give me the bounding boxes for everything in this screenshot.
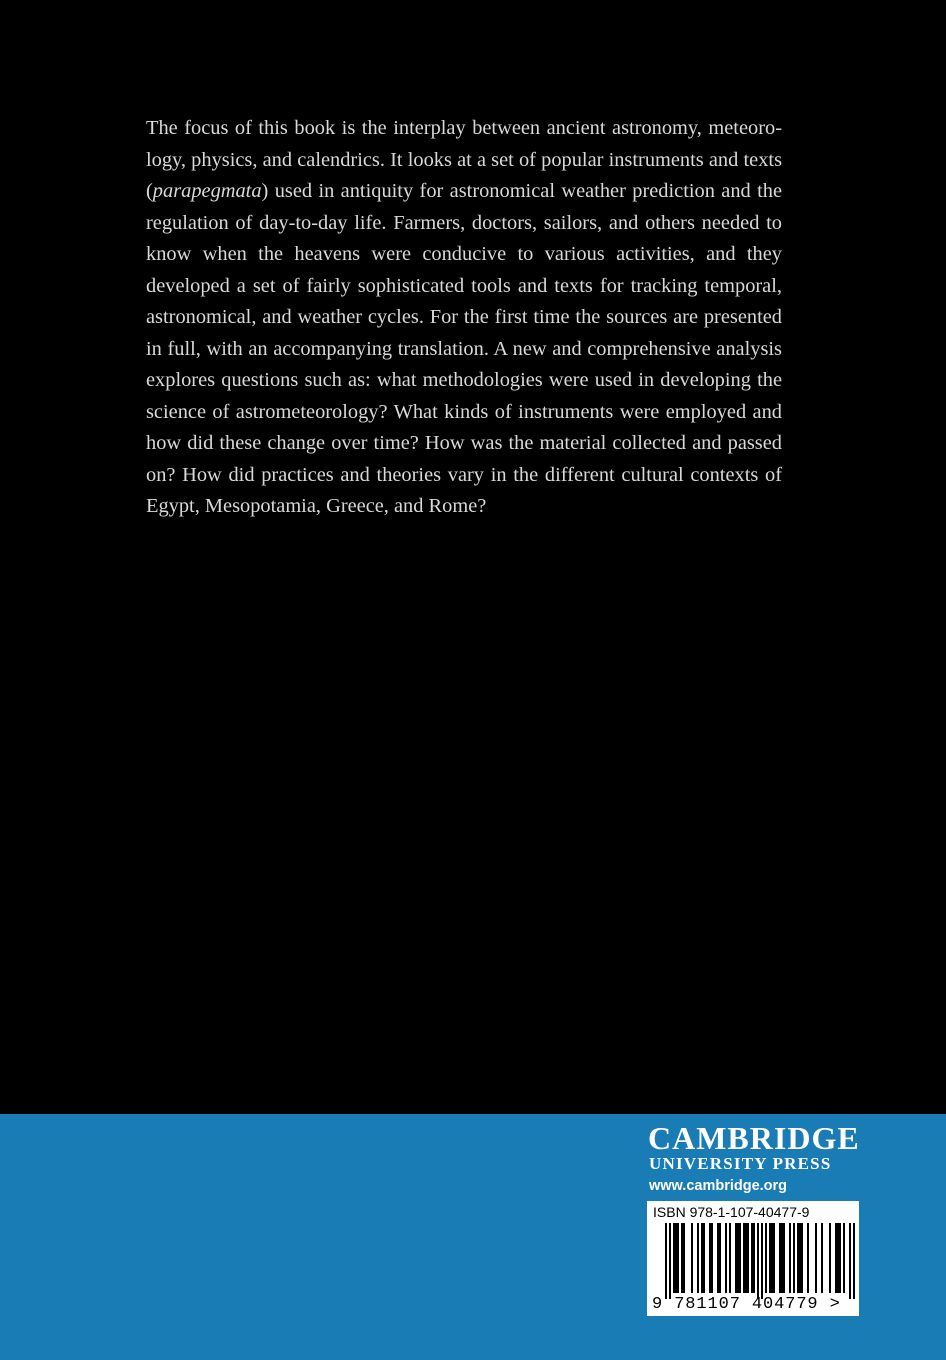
- barcode-bar: [753, 1223, 755, 1293]
- barcode-bar: [849, 1223, 851, 1299]
- barcode-bar: [815, 1223, 817, 1293]
- publisher-logo-name: CAMBRIDGE: [648, 1120, 860, 1156]
- barcode-bar: [779, 1223, 781, 1293]
- barcode-bar: [665, 1223, 667, 1299]
- description-text-part-1: The focus of this book is the interplay between ancient astronomy, meteorology, physics, and calendrics. It looks at a set of popular instruments and texts (: [146, 117, 782, 202]
- barcode-bar: [673, 1223, 675, 1293]
- barcode-digits: 9 781107 404779 >: [652, 1295, 841, 1314]
- barcode-bar: [829, 1223, 831, 1293]
- barcode-bar: [801, 1223, 803, 1293]
- barcode-bar: [789, 1223, 791, 1293]
- barcode-bar: [669, 1223, 671, 1299]
- barcode-bar: [739, 1223, 741, 1293]
- barcode-bar: [799, 1223, 801, 1293]
- barcode-bar: [807, 1223, 809, 1293]
- barcode-bar: [735, 1223, 737, 1293]
- barcode-bar: [783, 1223, 785, 1293]
- barcode-bar: [769, 1223, 771, 1293]
- barcode-bar: [751, 1223, 753, 1293]
- barcode-bar: [675, 1223, 677, 1293]
- barcode-bar: [771, 1223, 773, 1293]
- barcode-bar: [821, 1223, 823, 1293]
- isbn-label: ISBN 978-1-107-40477-9: [653, 1204, 810, 1220]
- barcode-bar: [757, 1223, 759, 1299]
- barcode-bar: [725, 1223, 727, 1293]
- barcode-bar: [737, 1223, 739, 1293]
- barcode-bar: [797, 1223, 799, 1293]
- barcode-bar: [773, 1223, 775, 1293]
- description-text-part-2: ) used in antiquity for astronomical weather prediction and the regulation of day-to-day life. Farmers, doctors, sailors, and others needed to know when the heavens were conducive to various activities, and they developed a set of fairly sophisticated tools and texts for tracking temporal, astronomical, and weather cycles. For the first time the sources are presented in full, with an accompanying translation. A new and comprehensive analysis explores questions such as: what methodologies were used in developing the science of astrometeorology? What kinds of instruments were employed and how did these change over time? How was the material collected and passed on? How did practices and theories vary in the different cultural contexts of Egypt, Mesopotamia, Greece, and Rome?: [146, 180, 782, 517]
- barcode-bar: [717, 1223, 719, 1293]
- book-description: [146, 113, 782, 523]
- barcode-bar: [747, 1223, 749, 1293]
- barcode-bar: [793, 1223, 795, 1293]
- isbn-barcode: [647, 1201, 859, 1316]
- barcode-bar: [781, 1223, 783, 1293]
- barcode-bar: [719, 1223, 721, 1293]
- barcode-bar: [853, 1223, 855, 1299]
- barcode-bar: [697, 1223, 699, 1293]
- barcode-bar: [703, 1223, 705, 1293]
- barcode-bar: [709, 1223, 711, 1293]
- barcode-bar: [711, 1223, 713, 1293]
- publisher-website: www.cambridge.org: [649, 1178, 788, 1194]
- barcode-bar: [677, 1223, 679, 1293]
- barcode-bar: [837, 1223, 839, 1293]
- barcode-bar: [843, 1223, 845, 1293]
- barcode-bar: [765, 1223, 767, 1293]
- barcode-bar: [743, 1223, 745, 1293]
- publisher-logo-subtitle: UNIVERSITY PRESS: [649, 1154, 832, 1173]
- barcode-bar: [691, 1223, 693, 1293]
- barcode-bar: [839, 1223, 841, 1293]
- barcode-bar: [701, 1223, 703, 1293]
- barcode-bar: [835, 1223, 837, 1293]
- barcode-bar: [681, 1223, 683, 1293]
- barcode-bar: [729, 1223, 731, 1293]
- barcode-bar: [745, 1223, 747, 1293]
- barcode-bar: [761, 1223, 763, 1299]
- description-italic-term: parapegmata: [152, 180, 262, 202]
- barcode-bar: [683, 1223, 685, 1293]
